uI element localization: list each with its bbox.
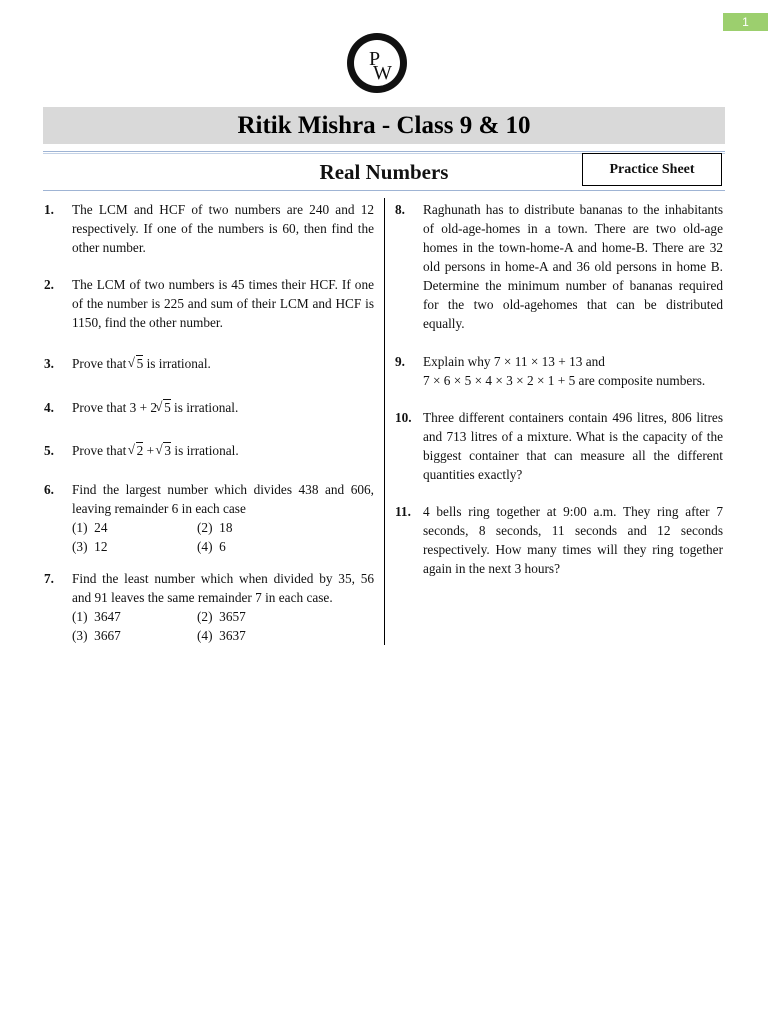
question-text: The LCM and HCF of two numbers are 240 and 12 respectively. If one of the numbers is 60, then find the other number. [72, 202, 374, 255]
divider [43, 151, 725, 152]
text-fragment: Prove that [72, 356, 130, 371]
square-root [130, 354, 144, 373]
question-number: 5. [44, 443, 54, 458]
question-text: The LCM of two numbers is 45 times their HCF. If one of the number is 225 and sum of their LCM and HCF is 1150, find the other number. [72, 277, 374, 330]
question-number: 10. [395, 410, 412, 425]
text-fragment: Prove that 3 + 2 [72, 400, 158, 415]
option: (3) 12 [72, 539, 108, 554]
text-fragment: is irrational. [170, 400, 239, 415]
option: (1) 3647 [72, 609, 121, 624]
pw-logo [346, 32, 408, 94]
question-text: Find the least number which when divided by 35, 56 and 91 leaves the same remainder 7 in each case. [72, 571, 374, 605]
question-number: 9. [395, 354, 405, 369]
text-fragment: Prove that [72, 443, 130, 458]
question-number: 4. [44, 400, 54, 415]
question-text [72, 398, 374, 417]
option: (1) 24 [72, 520, 108, 535]
option: (3) 3667 [72, 628, 121, 643]
question-text [423, 352, 723, 390]
question-text [72, 441, 374, 460]
text-fragment: + [143, 443, 158, 458]
svg-text:P: P [369, 48, 381, 70]
page-title: Ritik Mishra - Class 9 & 10 [43, 107, 725, 144]
question-number: 1. [44, 202, 54, 217]
question-number: 11. [395, 504, 411, 519]
radicand: 3 [164, 443, 172, 458]
practice-sheet-badge: Practice Sheet [582, 153, 722, 186]
square-root [130, 441, 144, 460]
radicand: 5 [136, 356, 144, 371]
question-number: 8. [395, 202, 405, 217]
question-number: 6. [44, 482, 54, 497]
square-root [157, 441, 171, 460]
divider [43, 190, 725, 191]
text-line: 7 × 6 × 5 × 4 × 3 × 2 × 1 + 5 are composite numbers. [423, 373, 706, 388]
text-line: Explain why 7 × 11 × 13 + 13 and [423, 354, 605, 369]
column-divider [384, 198, 385, 645]
option: (4) 3637 [197, 628, 246, 643]
text-fragment: is irrational. [171, 443, 239, 458]
option: (4) 6 [197, 539, 226, 554]
radicand: 5 [164, 400, 171, 415]
question-number: 7. [44, 571, 54, 586]
options [72, 518, 332, 556]
question-number: 2. [44, 277, 54, 292]
question-number: 3. [44, 356, 54, 371]
option: (2) 18 [197, 520, 233, 535]
text-fragment: is irrational. [143, 356, 211, 371]
question-text: Three different containers contain 496 litres, 806 litres and 713 litres of a mixture. What is the capacity of the biggest container that can measure all the different quantities exactly? [423, 410, 723, 482]
page-number: 1 [723, 13, 768, 31]
radicand: 2 [136, 443, 144, 458]
square-root [157, 398, 171, 417]
question-text: Raghunath has to distribute bananas to the inhabitants of old-age-homes in a town. There are two old-age homes in the town-home-A and home-B. There are 32 old persons in home-A and 36 old persons in home B. Determine the minimum number of bananas required for the two old-agehomes that can be distributed equally. [423, 202, 723, 331]
option: (2) 3657 [197, 609, 246, 624]
question-text [72, 354, 374, 373]
chapter-title: Real Numbers [319, 160, 449, 184]
svg-text:W: W [373, 62, 392, 84]
question-text: Find the largest number which divides 438 and 606, leaving remainder 6 in each case [72, 482, 374, 516]
options [72, 607, 332, 645]
question-text: 4 bells ring together at 9:00 a.m. They ring after 7 seconds, 8 seconds, 11 seconds and 12 seconds respectively. How many times will they ring together again in the next 3 hours? [423, 504, 723, 576]
